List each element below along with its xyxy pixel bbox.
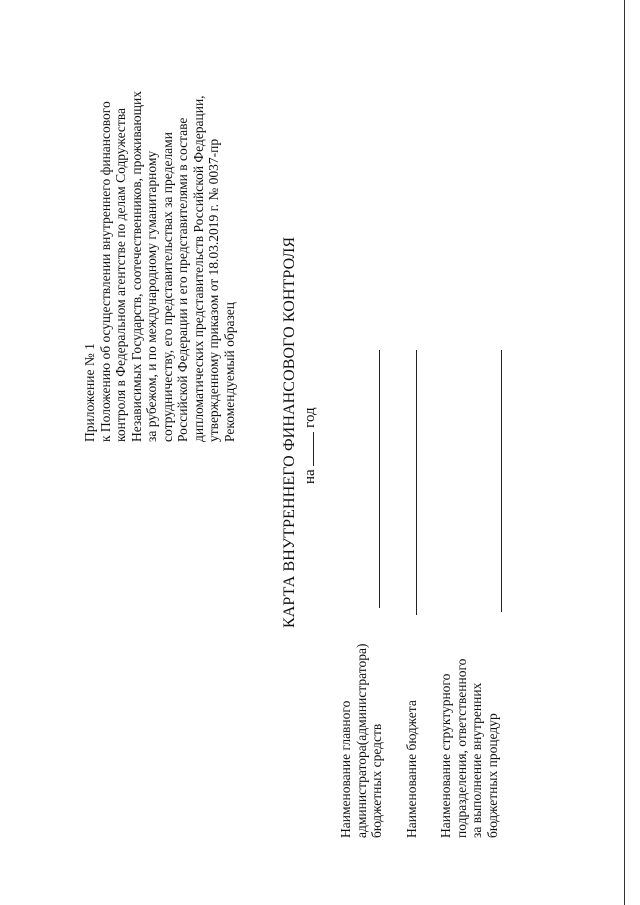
field-label-line: бюджетных процедур (484, 713, 500, 838)
field-label-line: Наименование главного (338, 700, 353, 838)
year-prefix: на (302, 469, 318, 484)
appendix-block (82, 91, 237, 442)
appendix-line: дипломатических представительств Российской Федерации, (190, 95, 206, 442)
field-fill-line-budget (416, 350, 417, 615)
appendix-line: Российской Федерации и его представителями в составе (175, 117, 190, 442)
year-line (301, 407, 319, 484)
field-label-line: Наименование бюджета (404, 700, 419, 838)
field-label-line: подразделения, ответственного (453, 658, 469, 838)
field-label-administrator (338, 644, 385, 838)
field-label-line: администратора(администратора) (353, 643, 369, 838)
appendix-line: Рекомендуемый образец (221, 301, 237, 442)
appendix-line: Независимых Государств, соотечественников, проживающих (128, 91, 144, 442)
year-suffix: год (302, 407, 318, 428)
field-label-budget (404, 700, 420, 838)
field-label-department (438, 659, 500, 838)
appendix-line: утвержденному приказом от 18.03.2019 г. № 0037-пр (206, 138, 221, 442)
year-blank (301, 432, 314, 466)
document-title: КАРТА ВНУТРЕННЕГО ФИНАНСОВОГО КОНТРОЛЯ (281, 236, 298, 628)
appendix-line: сотрудничеству, его представительствах за пределами (159, 132, 175, 442)
field-label-line: Наименование структурного (438, 673, 453, 838)
appendix-line: контроля в Федеральном агентстве по делам Содружества (113, 107, 128, 442)
appendix-line: к Положению об осуществлении внутреннего финансового (97, 101, 113, 442)
appendix-line: за рубежом, и по международному гуманитарному (144, 150, 159, 442)
field-label-line: за выполнение внутренних (469, 682, 484, 838)
page-edge (624, 0, 625, 905)
appendix-line: Приложение № 1 (82, 343, 97, 442)
field-label-line: бюджетных средств (369, 723, 384, 838)
field-fill-line-administrator (379, 350, 380, 608)
field-fill-line-department (501, 350, 502, 612)
